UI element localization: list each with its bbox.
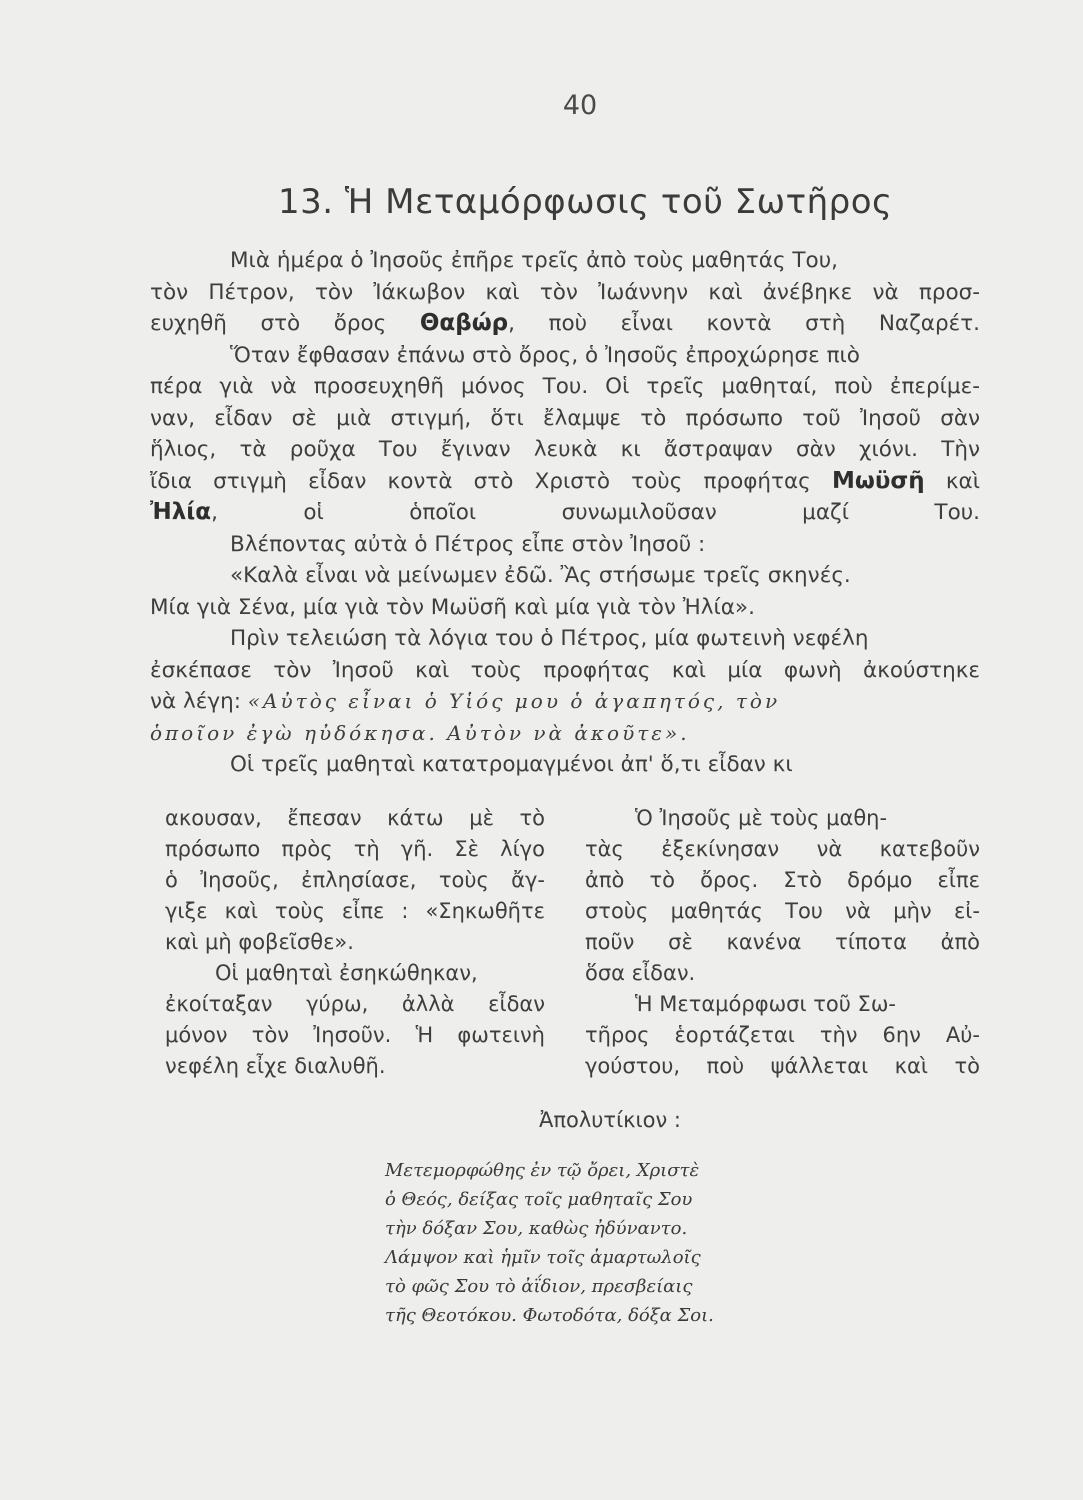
hymn-line: Λάμψον καὶ ἡμῖν τοῖς ἁμαρτωλοῖς [385, 1247, 701, 1268]
text-run: ἴδια στιγμὴ εἶδαν κοντὰ στὸ Χριστὸ τοὺς προφήτας [150, 468, 832, 494]
left-column-line: Οἱ μαθηταὶ ἐσηκώθηκαν, [215, 961, 478, 985]
text-run: , οἱ ὁποῖοι συνωμιλοῦσαν μαζί Του. [211, 500, 980, 525]
left-column-line: μόνον τὸν Ἰησοῦν. Ἡ φωτεινὴ [165, 1023, 545, 1047]
right-column-line: γούστου, ποὺ ψάλλεται καὶ τὸ [585, 1054, 980, 1078]
body-line: Μία γιὰ Σένα, μία γιὰ τὸν Μωϋσῆ καὶ μία γιὰ τὸν Ἠλία». [150, 594, 755, 620]
body-line: Οἱ τρεῖς μαθηταὶ κατατρομαγμένοι ἀπ' ὅ,τι εἶδαν κι [230, 752, 793, 777]
right-column-line: τῆρος ἑορτάζεται τὴν 6ην Αὐ- [585, 1023, 980, 1047]
hymn-line: ὁ Θεός, δείξας τοῖς μαθηταῖς Σου [385, 1189, 693, 1210]
left-column-line: πρόσωπο πρὸς τὴ γῆ. Σὲ λίγο [165, 837, 545, 861]
right-column-line: τὰς ἐξεκίνησαν νὰ κατεβοῦν [585, 837, 980, 861]
body-line: Ὅταν ἔφθασαν ἐπάνω στὸ ὄρος, ὁ Ἰησοῦς ἐπροχώρησε πιὸ [230, 342, 860, 368]
chapter-title [278, 182, 893, 222]
right-column [585, 803, 980, 1082]
apolytikion-hymn [385, 1156, 805, 1330]
right-column-line: Ὁ Ἰησοῦς μὲ τοὺς μαθη- [635, 806, 888, 830]
right-column-line: στοὺς μαθητάς Του νὰ μὴν εἰ- [585, 899, 980, 923]
body-line: Μιὰ ἡμέρα ὁ Ἰησοῦς ἐπῆρε τρεῖς ἀπὸ τοὺς μαθητάς Του, [230, 248, 838, 273]
bold-name: Μωϋσῆ [831, 467, 925, 494]
hymn-line: τὸ φῶς Σου τὸ ἀΐδιον, πρεσβείαις [385, 1276, 693, 1297]
right-column-line: ὅσα εἶδαν. [585, 961, 696, 985]
main-text [150, 245, 980, 781]
left-column-line: ὁ Ἰησοῦς, ἐπλησίασε, τοὺς ἄγ- [165, 868, 545, 892]
body-line: ἐσκέπασε τὸν Ἰησοῦ καὶ τοὺς προφήτας καὶ μία φωνὴ ἀκούστηκε [150, 657, 980, 683]
left-column-line: ακουσαν, ἔπεσαν κάτω μὲ τὸ [165, 806, 545, 830]
quoted-voice: «Αὐτὸς εἶναι ὁ Υἱός μου ὁ ἀγαπητός, τὸν [247, 689, 781, 713]
page-number: 40 [562, 90, 598, 121]
bold-name: Θαβώρ [419, 310, 509, 336]
chapter-title-text: Ἡ Μεταμόρφωσις τοῦ Σωτῆρος [344, 182, 893, 222]
quoted-voice: ὁποῖον ἐγὼ ηὐδόκησα. Αὐτὸν νὰ ἀκοῦτε». [150, 720, 690, 745]
hymn-line: Μετεμορφώθης ἐν τῷ ὄρει, Χριστὲ [385, 1160, 700, 1181]
body-line [150, 308, 980, 340]
body-line: Πρὶν τελειώση τὰ λόγια του ὁ Πέτρος, μία φωτεινὴ νεφέλη [230, 626, 869, 651]
bold-name: Ἠλία [150, 499, 212, 525]
apolytikion-heading: Ἀπολυτίκιον : [539, 1108, 681, 1132]
text-run: , ποὺ εἶναι κοντὰ στὴ Ναζαρέτ. [508, 311, 980, 336]
right-column-line: ἀπὸ τὸ ὄρος. Στὸ δρόμο εἶπε [585, 868, 980, 892]
hymn-line: τῆς Θεοτόκου. Φωτοδότα, δόξα Σοι. [385, 1305, 714, 1326]
right-column-line: Ἡ Μεταμόρφωσι τοῦ Σω- [635, 992, 896, 1016]
body-line: ἥλιος, τὰ ροῦχα Του ἔγιναν λευκὰ κι ἄστραψαν σὰν χιόνι. Τὴν [150, 437, 980, 462]
left-column-line: ἐκοίταξαν γύρω, ἀλλὰ εἶδαν [165, 992, 545, 1016]
text-run: καὶ [924, 468, 980, 494]
text-run: νὰ λέγη: [150, 689, 248, 714]
body-line: Βλέποντας αὐτὰ ὁ Πέτρος εἶπε στὸν Ἰησοῦ : [230, 531, 706, 557]
body-line [150, 686, 980, 718]
left-column-line: γιξε καὶ τοὺς εἶπε : «Σηκωθῆτε [165, 899, 545, 923]
body-line: πέρα γιὰ νὰ προσευχηθῆ μόνος Του. Οἱ τρεῖς μαθηταί, ποὺ ἐπερίμε- [150, 374, 980, 399]
body-line [150, 466, 980, 498]
body-line [150, 718, 980, 750]
right-column-line: ποῦν σὲ κανένα τίποτα ἀπὸ [585, 930, 980, 954]
chapter-number: 13. [278, 182, 334, 222]
body-line: τὸν Πέτρον, τὸν Ἰάκωβον καὶ τὸν Ἰωάννην καὶ ἀνέβηκε νὰ προσ- [150, 279, 980, 305]
left-column-line: καὶ μὴ φοβεῖσθε». [165, 930, 354, 954]
left-column [165, 803, 545, 1082]
hymn-line: τὴν δόξαν Σου, καθὼς ἠδύναντο. [385, 1218, 688, 1239]
left-column-line: νεφέλη εἶχε διαλυθῆ. [165, 1054, 386, 1078]
body-line: «Καλὰ εἶναι νὰ μείνωμεν ἐδῶ. Ἂς στήσωμε τρεῖς σκηνές. [230, 563, 851, 588]
body-line: ναν, εἶδαν σὲ μιὰ στιγμή, ὅτι ἔλαμψε τὸ πρόσωπο τοῦ Ἰησοῦ σὰν [150, 405, 980, 431]
text-run: ευχηθῆ στὸ ὄρος [150, 311, 420, 336]
body-line [150, 497, 980, 529]
